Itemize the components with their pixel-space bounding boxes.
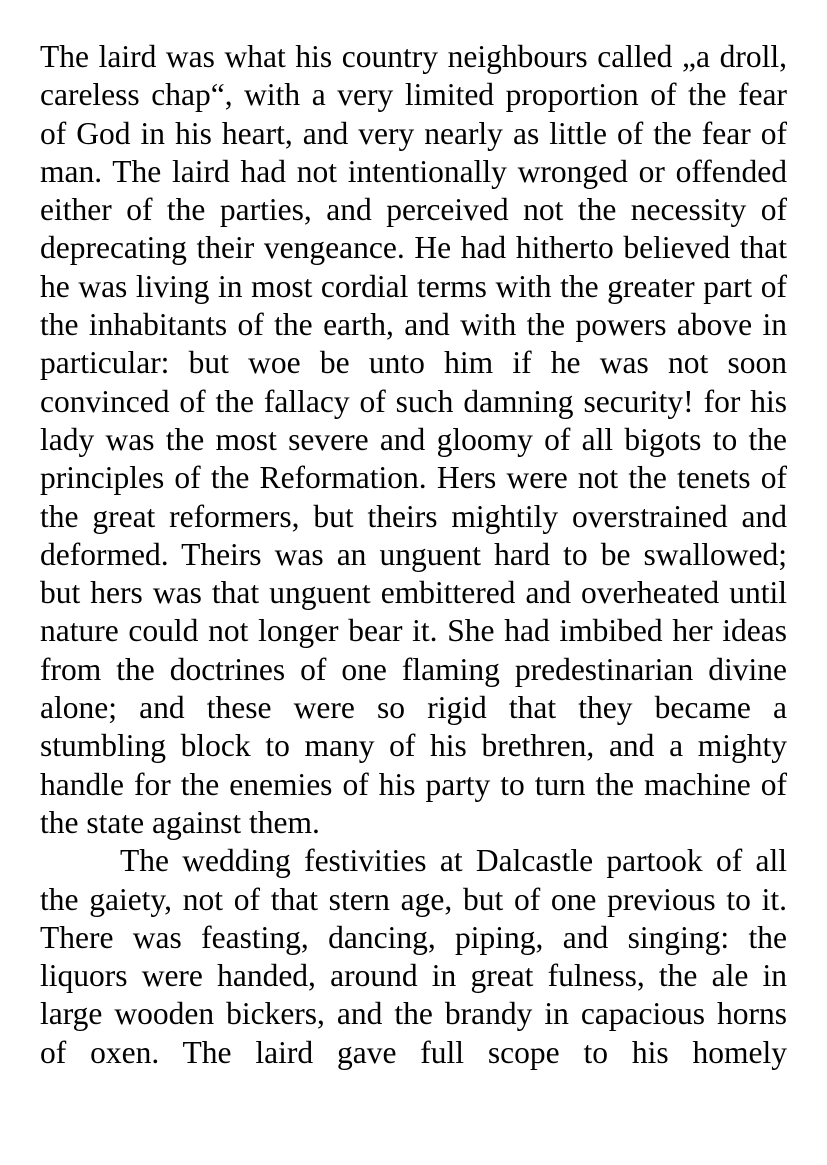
paragraph-wedding-festivities: The wedding festivities at Dalcastle partook of all the gaiety, not of that stern age, but of one previous to it. There was feasting, dancing, piping, and singing: the liquors were handed, around in great fulness, the ale in large wooden bickers, and the brandy in capacious horns of oxen. The laird gave full scope to his homely xyxy=(40,843,787,1070)
document-page xyxy=(40,38,787,1072)
paragraph-laird-description: The laird was what his country neighbours called „a droll, careless chap“, with a very limited proportion of the fear of God in his heart, and very nearly as little of the fear of man. The laird had not intentionally wronged or offended either of the parties, and perceived not the necessity of deprecating their vengeance. He had hitherto believed that he was living in most cordial terms with the greater part of the inhabitants of the earth, and with the powers above in particular: but woe be unto him if he was not soon convinced of the fallacy of such damning security! for his lady was the most severe and gloomy of all bigots to the principles of the Reformation. Hers were not the tenets of the great reformers, but theirs mightily overstrained and deformed. Theirs was an unguent hard to be swallowed; but hers was that unguent embittered and overheated until nature could not longer bear it. She had imbibed her ideas from the doctrines of one flaming predestinarian divine alone; and these were so rigid that they became a stumbling block to many of his brethren, and a mighty handle for the enemies of his party to turn the machine of the state against them. xyxy=(40,39,787,840)
